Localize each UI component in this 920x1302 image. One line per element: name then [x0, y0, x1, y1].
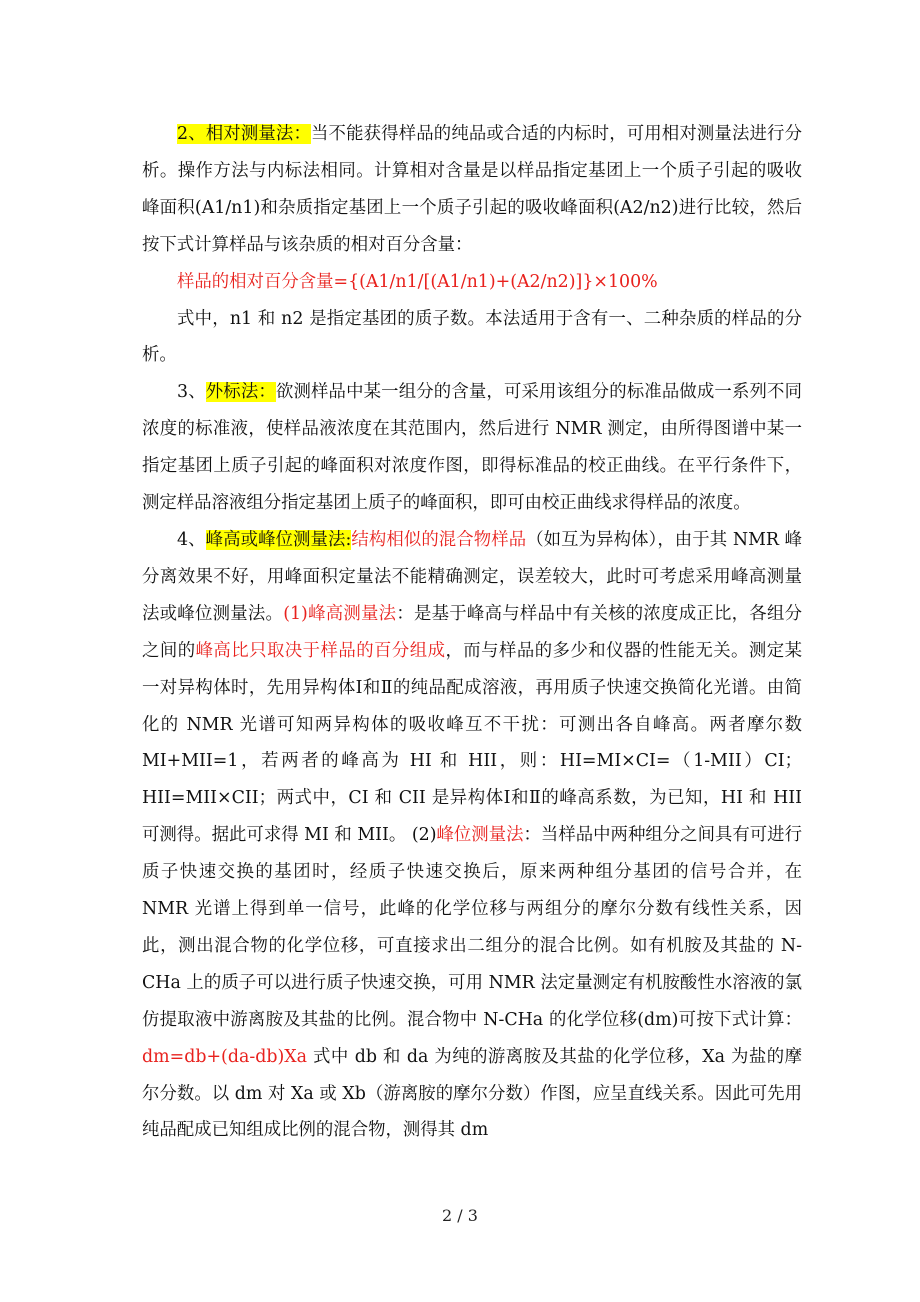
peak-height-method-label: (1)峰高测量法 [283, 603, 397, 624]
peak-position-method-label: 峰位测量法 [436, 825, 524, 846]
section-4-paragraph: 4、峰高或峰位测量法:结构相似的混合物样品（如互为异构体），由于其 NMR 峰分离效果不好，用峰面积定量法不能精确测定，误差较大，此时可考虑采用峰高测量法或峰位测量法。(1)峰高测量法：是基于峰高与样品中有关核的浓度成正比，各组分之间的峰高比只取决于样品的百分组成，而与样品的多少和仪器的性能无关。测定某一对异构体时，先用异构体Ⅰ和Ⅱ的纯品配成溶液，再用质子快速交换简化光谱。由简化的 NMR 光谱可知两异构体的吸收峰互不干扰：可测出各自峰高。两者摩尔数 MI+MII=1，若两者的峰高为 HI 和 HII，则：HI=MI×CI=（1-MII）CI；HII=MII×CII；两式中，CI 和 CII 是异构体Ⅰ和Ⅱ的峰高系数，为已知，HI 和 HII 可测得。据此可求得 MI 和 MII。 (2)峰位测量法：当样品中两种组分之间具有可进行质子快速交换的基团时，经质子快速交换后，原来两种组分基团的信号合并，在 NMR 光谱上得到单一信号，此峰的化学位移与两组分的摩尔分数有线性关系，因此，测出混合物的化学位移，可直接求出二组分的混合比例。如有机胺及其盐的 N-CHa 上的质子可以进行质子快速交换，可用 NMR 法定量测定有机胺酸性水溶液的氯仿提取液中游离胺及其盐的比例。混合物中 N-CHa 的化学位移(dm)可按下式计算：dm=db+(da-db)Xa 式中 db 和 da 为纯的游离胺及其盐的化学位移，Xa 为盐的摩尔分数。以 dm 对 Xa 或 Xb（游离胺的摩尔分数）作图，应呈直线关系。因此可先用纯品配成已知组成比例的混合物，测得其 dm [142, 529, 802, 1141]
mixture-sample-phrase: 结构相似的混合物样品 [351, 529, 527, 550]
section-3-heading: 外标法： [205, 382, 276, 403]
section-2-note: 式中，n1 和 n2 是指定基团的质子数。本法适用于含有一、二种杂质的样品的分析。 [142, 308, 802, 366]
section-4-heading: 峰高或峰位测量法: [205, 529, 352, 550]
section-3-body: 欲测样品中某一组分的含量，可采用该组分的标准品做成一系列不同浓度的标准液，使样品液浓度在其范围内，然后进行 NMR 测定，由所得图谱中某一指定基团上质子引起的峰面积对浓度作图，即得标准品的校正曲线。在平行条件下，测定样品溶液组分指定基团上质子的峰面积，即可由校正曲线求得样品的浓度。 [142, 382, 802, 514]
chemical-shift-formula: dm=db+(da-db)Xa [142, 1046, 307, 1067]
section-2-body: 当不能获得样品的纯品或合适的内标时，可用相对测量法进行分析。操作方法与内标法相同。计算相对含量是以样品指定基团上一个质子引起的吸收峰面积(A1/n1)和杂质指定基团上一个质子引起的吸收峰面积(A2/n2)进行比较，然后按下式计算样品与该杂质的相对百分含量： [142, 124, 802, 255]
relative-percent-formula: 样品的相对百分含量={(A1/n1/[(A1/n1)+(A2/n2)]}×100% [177, 271, 658, 292]
section-2-paragraph [142, 116, 802, 264]
section-2-heading: 2、相对测量法： [177, 124, 312, 144]
page-number: 2 / 3 [442, 1206, 478, 1225]
section-3-paragraph: 3、外标法：欲测样品中某一组分的含量，可采用该组分的标准品做成一系列不同浓度的标准液，使样品液浓度在其范围内，然后进行 NMR 测定，由所得图谱中某一指定基团上质子引起的峰面积对浓度作图，即得标准品的校正曲线。在平行条件下，测定样品溶液组分指定基团上质子的峰面积，即可由校正曲线求得样品的浓度。 [142, 382, 802, 514]
peak-height-ratio-phrase: 峰高比只取决于样品的百分组成 [195, 640, 446, 661]
document-body [142, 116, 802, 1149]
